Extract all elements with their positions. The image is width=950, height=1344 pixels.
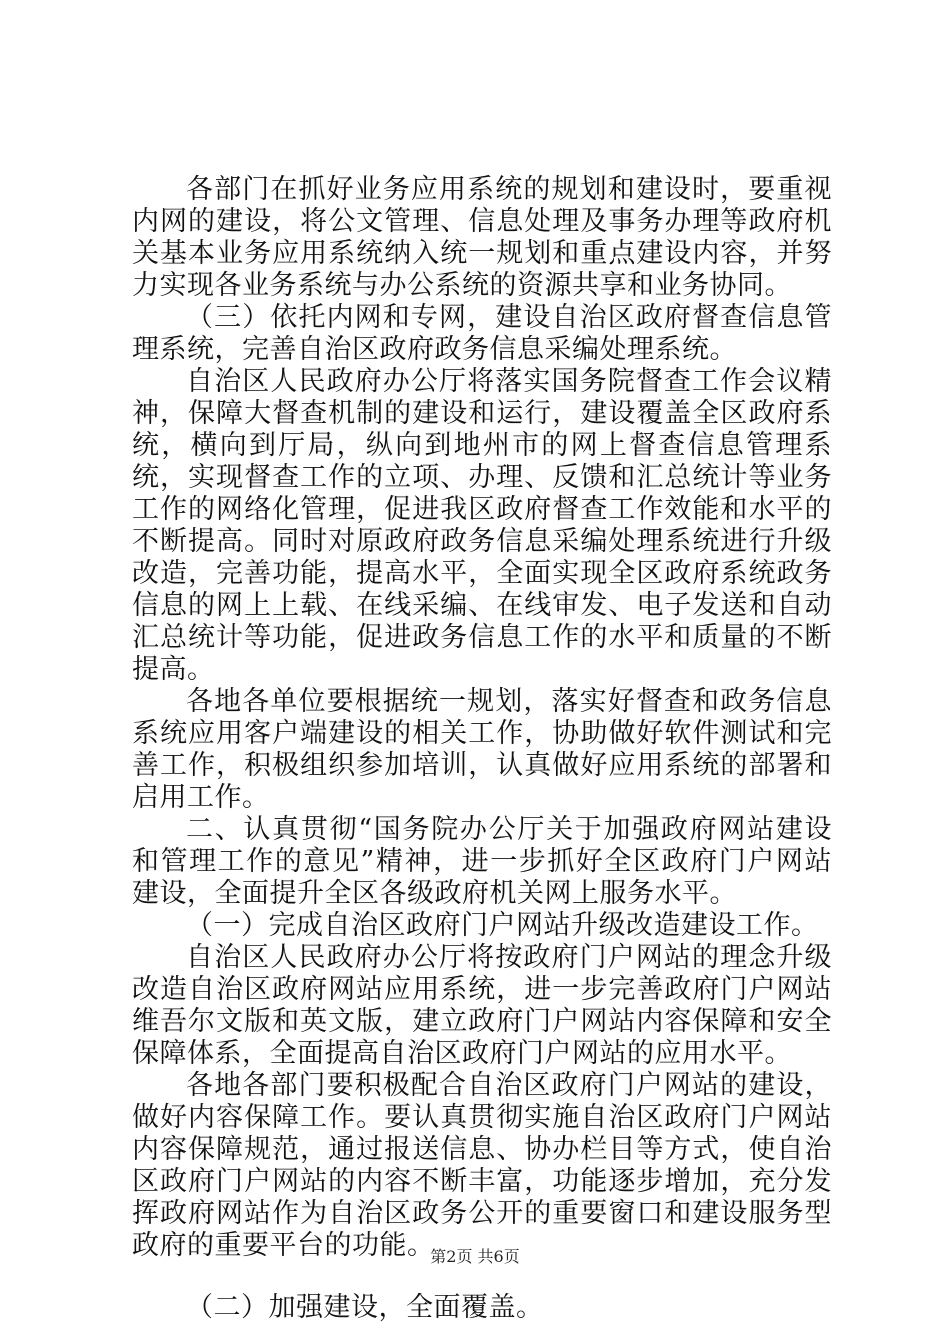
paragraph-8: 各地各部门要积极配合自治区政府门户网站的建设，做好内容保障工作。要认真贯彻实施自治区政府门户网站内容保障规范，通过报送信息、协办栏目等方式，使自治区政府门户网站的内容不断丰富，功能逐步增加，充分发挥政府网站作为自治区政务公开的重要窗口和建设服务型政府的重要平台的功能。 [132,1070,832,1261]
paragraph-2: （三）依托内网和专网，建设自治区政府督查信息管理系统，完善自治区政府政务信息采编处理系统。 [132,302,832,365]
paragraph-6: （一）完成自治区政府门户网站升级改造建设工作。 [186,910,819,941]
paragraph-7: 自治区人民政府办公厅将按政府门户网站的理念升级改造自治区政府网站应用系统，进一步完善政府门户网站维吾尔文版和英文版，建立政府门户网站内容保障和安全保障体系，全面提高自治区政府门户网站的应用水平。 [132,942,832,1069]
paragraph-5: 二、认真贯彻“国务院办公厅关于加强政府网站建设和管理工作的意见”精神，进一步抓好全区政府门户网站建设，全面提升全区各级政府机关网上服务水平。 [132,814,832,909]
paragraph-4: 各地各单位要根据统一规划，落实好督查和政务信息系统应用客户端建设的相关工作，协助做好软件测试和完善工作，积极组织参加培训，认真做好应用系统的部署和启用工作。 [132,686,832,813]
paragraph-3: 自治区人民政府办公厅将落实国务院督查工作会议精神，保障大督查机制的建设和运行，建设覆盖全区政府系统，横向到厅局，纵向到地州市的网上督查信息管理系统，实现督查工作的立项、办理、反馈和汇总统计等业务工作的网络化管理，促进我区政府督查工作效能和水平的不断提高。同时对原政府政务信息采编处理系统进行升级改造，完善功能，提高水平，全面实现全区政府系统政务信息的网上上载、在线采编、在线审发、电子发送和自动汇总统计等功能，促进政务信息工作的水平和质量的不断提高。 [132,366,832,685]
paragraph-9: （二）加强建设，全面覆盖。 [186,1292,544,1323]
paragraph-1: 各部门在抓好业务应用系统的规划和建设时，要重视内网的建设，将公文管理、信息处理及事务办理等政府机关基本业务应用系统纳入统一规划和重点建设内容，并努力实现各业务系统与办公系统的资源共享和业务协同。 [132,174,832,301]
document-body [132,174,832,1324]
page-number-footer: 第2页 共6页 [430,1247,520,1266]
